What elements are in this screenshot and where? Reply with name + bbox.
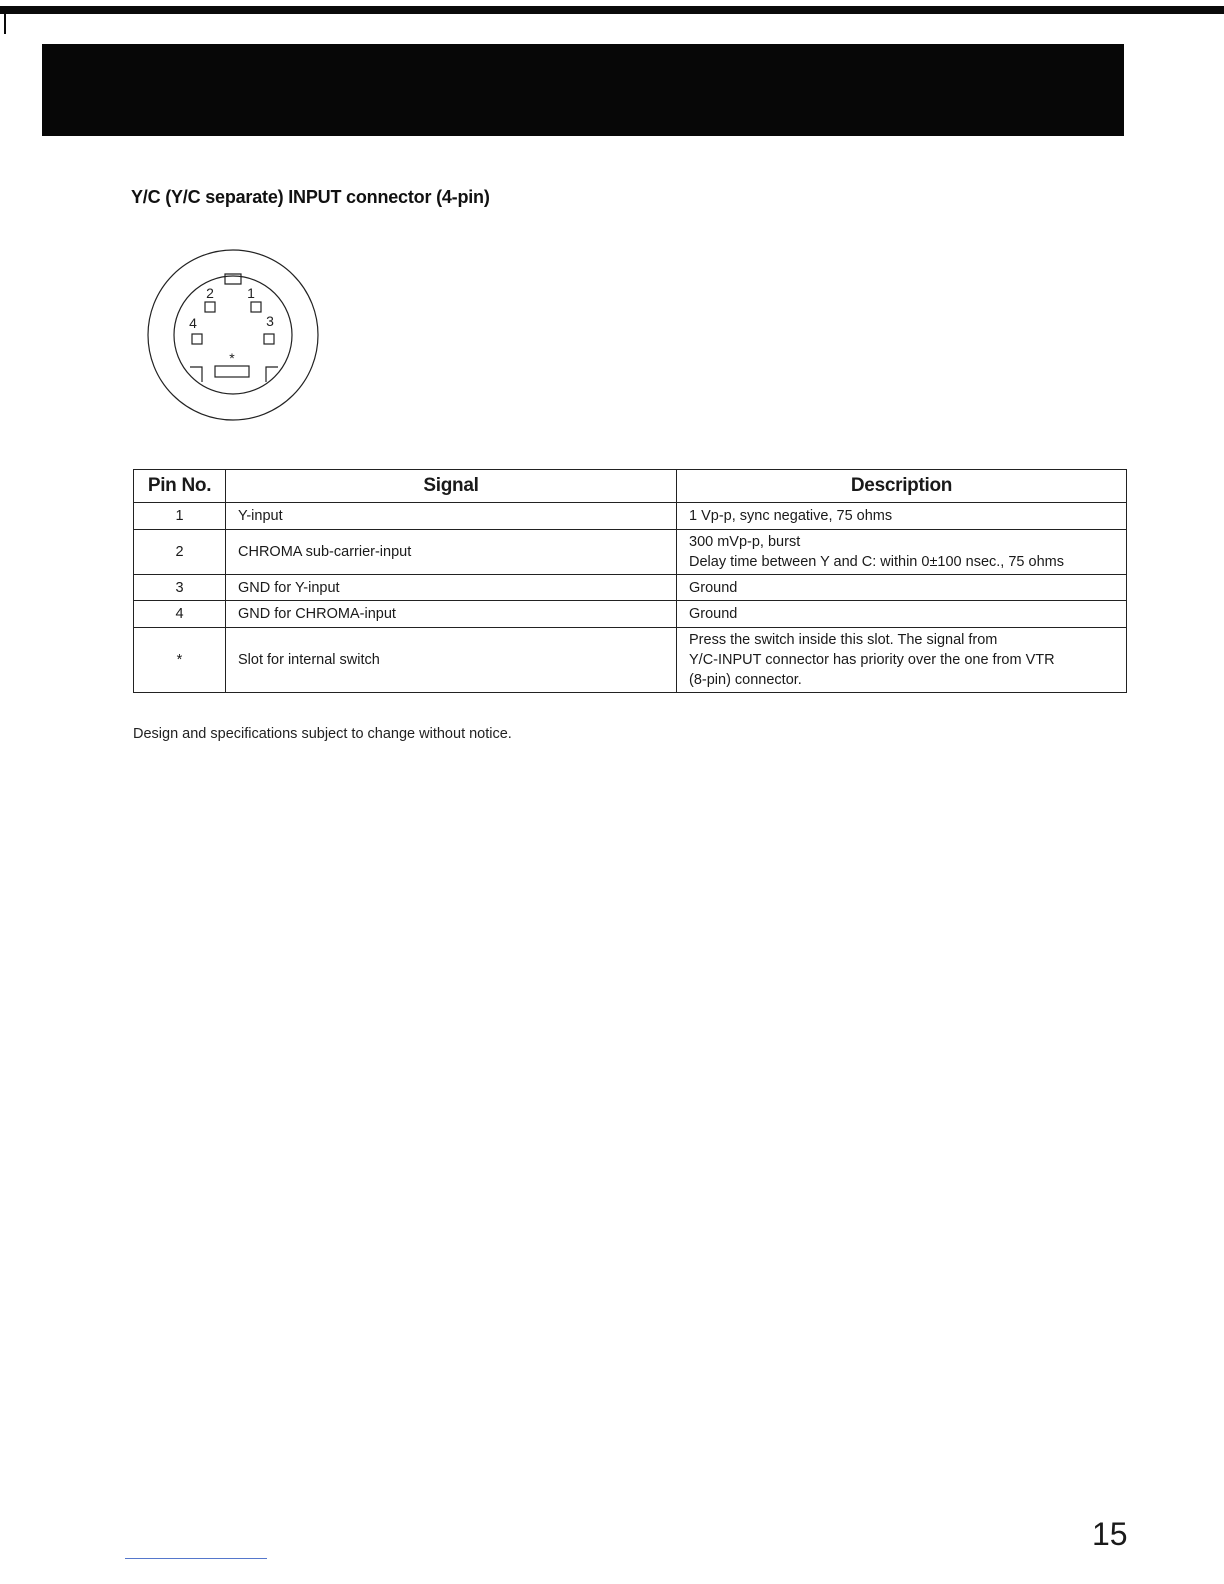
- signal-cell: Y-input: [226, 503, 677, 530]
- signal-cell: GND for Y-input: [226, 575, 677, 601]
- connector-pin-2: [205, 302, 215, 312]
- description-line: Press the switch inside this slot. The signal from: [689, 632, 998, 648]
- pin-label-1: 1: [247, 285, 255, 301]
- table-row: [134, 628, 1127, 693]
- top-rule: [0, 6, 1224, 14]
- section-title: Y/C (Y/C separate) INPUT connector (4-pin): [131, 187, 490, 207]
- table-row: [134, 503, 1127, 530]
- pin-label-switch: *: [229, 350, 235, 366]
- pin-cell: 4: [134, 601, 226, 628]
- pin-cell: *: [134, 628, 226, 693]
- corner-mark: [4, 8, 6, 34]
- description-line: (8-pin) connector.: [689, 672, 802, 688]
- connector-left-guide: [190, 367, 202, 382]
- pin-label-4: 4: [189, 315, 197, 331]
- table-row: [134, 530, 1127, 575]
- connector-pinout-diagram: [146, 246, 320, 424]
- table-row: [134, 601, 1127, 628]
- header-description: Description: [677, 470, 1127, 503]
- description-cell: [677, 601, 1127, 628]
- table-header-row: [134, 470, 1127, 503]
- header-signal: Signal: [226, 470, 677, 503]
- page-number: 15: [1092, 1516, 1128, 1552]
- description-cell: [677, 503, 1127, 530]
- description-line: Ground: [689, 606, 738, 622]
- header-bar: [42, 44, 1124, 136]
- description-line: Ground: [689, 579, 738, 596]
- pinout-table: [133, 469, 1127, 693]
- description-line: Y/C-INPUT connector has priority over the one from VTR: [689, 652, 1055, 668]
- connector-pin-4: [192, 334, 202, 344]
- connector-switch-slot: [215, 366, 249, 377]
- description-line: Delay time between Y and C: within 0±100 nsec., 75 ohms: [689, 554, 1064, 570]
- signal-cell: GND for CHROMA-input: [226, 601, 677, 628]
- header-pin-no: Pin No.: [134, 470, 226, 503]
- pin-label-3: 3: [266, 313, 274, 329]
- description-cell: [677, 628, 1127, 693]
- pin-cell: 2: [134, 530, 226, 575]
- pin-cell: 1: [134, 503, 226, 530]
- description-line: 300 mVp-p, burst: [689, 534, 801, 550]
- description-line: 1 Vp-p, sync negative, 75 ohms: [689, 508, 893, 524]
- connector-pin-3: [264, 334, 274, 344]
- bottom-rule: [125, 1558, 267, 1559]
- footnote: Design and specifications subject to change without notice.: [133, 726, 512, 742]
- connector-pin-1: [251, 302, 261, 312]
- signal-cell: CHROMA sub-carrier-input: [226, 530, 677, 575]
- description-cell: [677, 575, 1127, 601]
- pin-label-2: 2: [206, 285, 214, 301]
- signal-cell: Slot for internal switch: [226, 628, 677, 693]
- table-row: [134, 575, 1127, 601]
- pin-cell: 3: [134, 575, 226, 601]
- description-cell: [677, 530, 1127, 575]
